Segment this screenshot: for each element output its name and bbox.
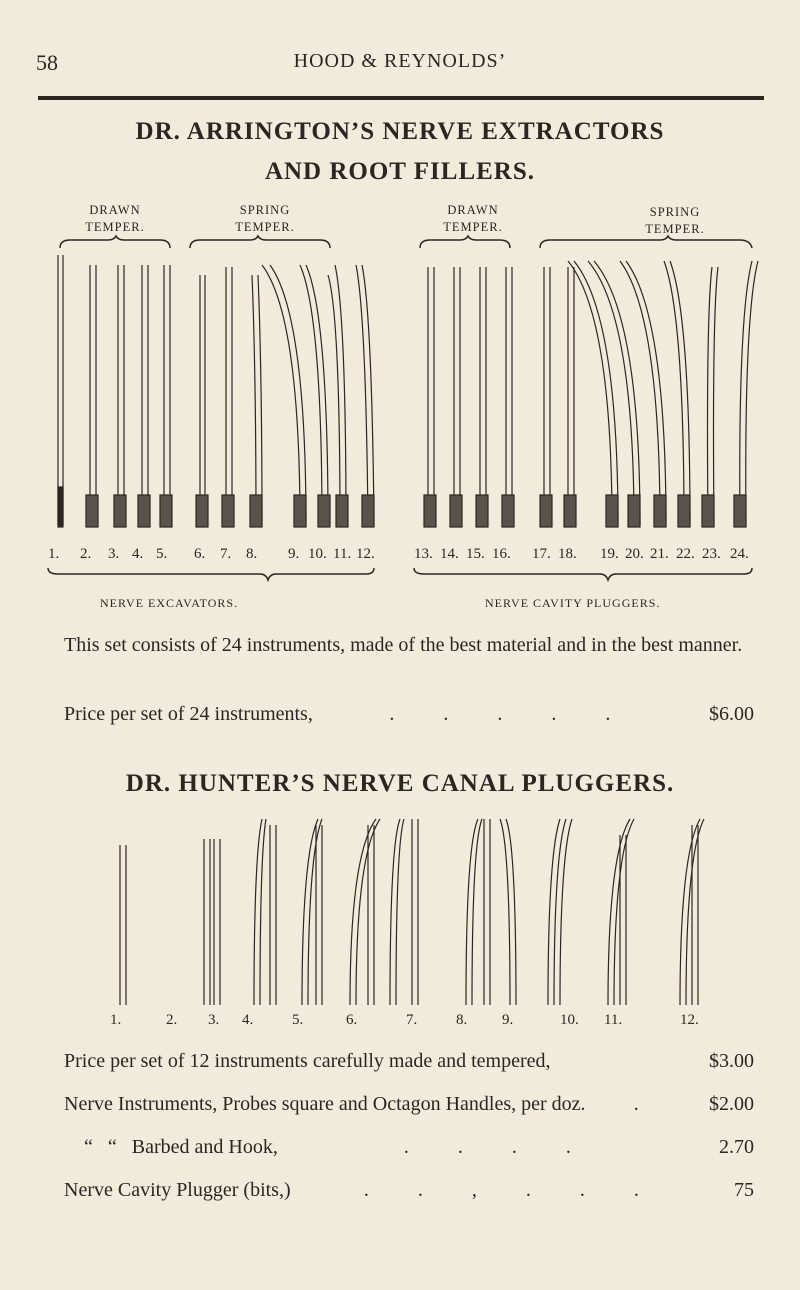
instrument-2 [86, 265, 98, 527]
temper-label-1: DRAWN TEMPER. [85, 203, 145, 234]
instrument-1 [58, 255, 63, 527]
page-number: 58 [36, 50, 58, 75]
plugger-11 [608, 819, 634, 1005]
instrument-16 [502, 267, 514, 527]
price-item: “ “ Barbed and Hook, . . . . 2.70 [84, 1136, 754, 1158]
nerve-extractors-illustration [0, 255, 800, 555]
set-price-line [64, 703, 754, 726]
section1-title-line1: DR. ARRINGTON’S NERVE EXTRACTORS [135, 118, 665, 145]
plugger-10 [548, 819, 572, 1005]
instrument-6 [196, 275, 208, 527]
canal-pluggers-illustration [0, 815, 800, 1015]
section1-title-line2: AND ROOT FILLERS. [264, 158, 536, 185]
temper-label-4: SPRING TEMPER. [645, 205, 705, 236]
plugger-1 [120, 845, 126, 1005]
instrument-21 [620, 261, 666, 527]
temper-label-2: SPRING TEMPER. [235, 203, 295, 234]
instrument-18 [564, 267, 576, 527]
plugger-9 [500, 819, 516, 1005]
running-title: HOOD & REYNOLDS’ [293, 50, 507, 72]
temper-label-3: DRAWN TEMPER. [443, 203, 503, 234]
instrument-17 [540, 267, 552, 527]
instrument-9 [262, 265, 306, 527]
instrument-11 [328, 265, 348, 527]
plugger-3 [214, 839, 220, 1005]
plugger-6 [350, 819, 380, 1005]
group-label-pluggers: NERVE CAVITY PLUGGERS. [485, 596, 661, 610]
group-brackets [0, 566, 800, 584]
plugger-8 [466, 819, 490, 1005]
plugger-12 [680, 819, 704, 1005]
plugger-7 [390, 819, 418, 1005]
price-item: Price per set of 12 instruments carefully made and tempered, $3.00 [64, 1050, 754, 1072]
temper-brackets [0, 236, 800, 256]
set-description: This set consists of 24 instruments, made of the best material and in the best manner. [64, 634, 743, 656]
price-item: Nerve Instruments, Probes square and Octagon Handles, per doz. . $2.00 [64, 1093, 754, 1115]
instrument-14 [450, 267, 462, 527]
instrument-8 [250, 275, 262, 527]
instrument-24 [734, 261, 758, 527]
instrument-7 [222, 267, 234, 527]
set-price-dots: . . . . . [389, 703, 633, 725]
plugger-5 [302, 819, 322, 1005]
plugger-4 [254, 819, 276, 1005]
plugger-2 [204, 839, 210, 1005]
set-price-label: Price per set of 24 instruments, [64, 703, 313, 725]
section1-number-row: 1. 2. 3. 4. 5. 6. 7. 8. 9. 10. 11. 12. 13. 14. 15. 16. 17. 18. 19. 20. 21. 22. 23. 24. [48, 546, 749, 562]
header-rule [38, 96, 764, 100]
set-price-value: $6.00 [709, 703, 754, 725]
instrument-12 [356, 265, 374, 527]
group-label-excavators: NERVE EXCAVATORS. [100, 596, 239, 610]
price-item: Nerve Cavity Plugger (bits,) . . , . . . 75 [64, 1179, 754, 1201]
instrument-22 [664, 261, 690, 527]
instrument-23 [702, 267, 718, 527]
instrument-15 [476, 267, 488, 527]
instrument-13 [424, 267, 436, 527]
instrument-3 [114, 265, 126, 527]
instrument-10 [300, 265, 330, 527]
instrument-4 [138, 265, 150, 527]
instrument-20 [588, 261, 640, 527]
section2-number-row: 1. 2. 3. 4. 5. 6. 7. 8. 9. 10. 11. 12. [110, 1012, 699, 1028]
instrument-19 [568, 261, 618, 527]
instrument-5 [160, 265, 172, 527]
section2-title: DR. HUNTER’S NERVE CANAL PLUGGERS. [125, 770, 675, 797]
